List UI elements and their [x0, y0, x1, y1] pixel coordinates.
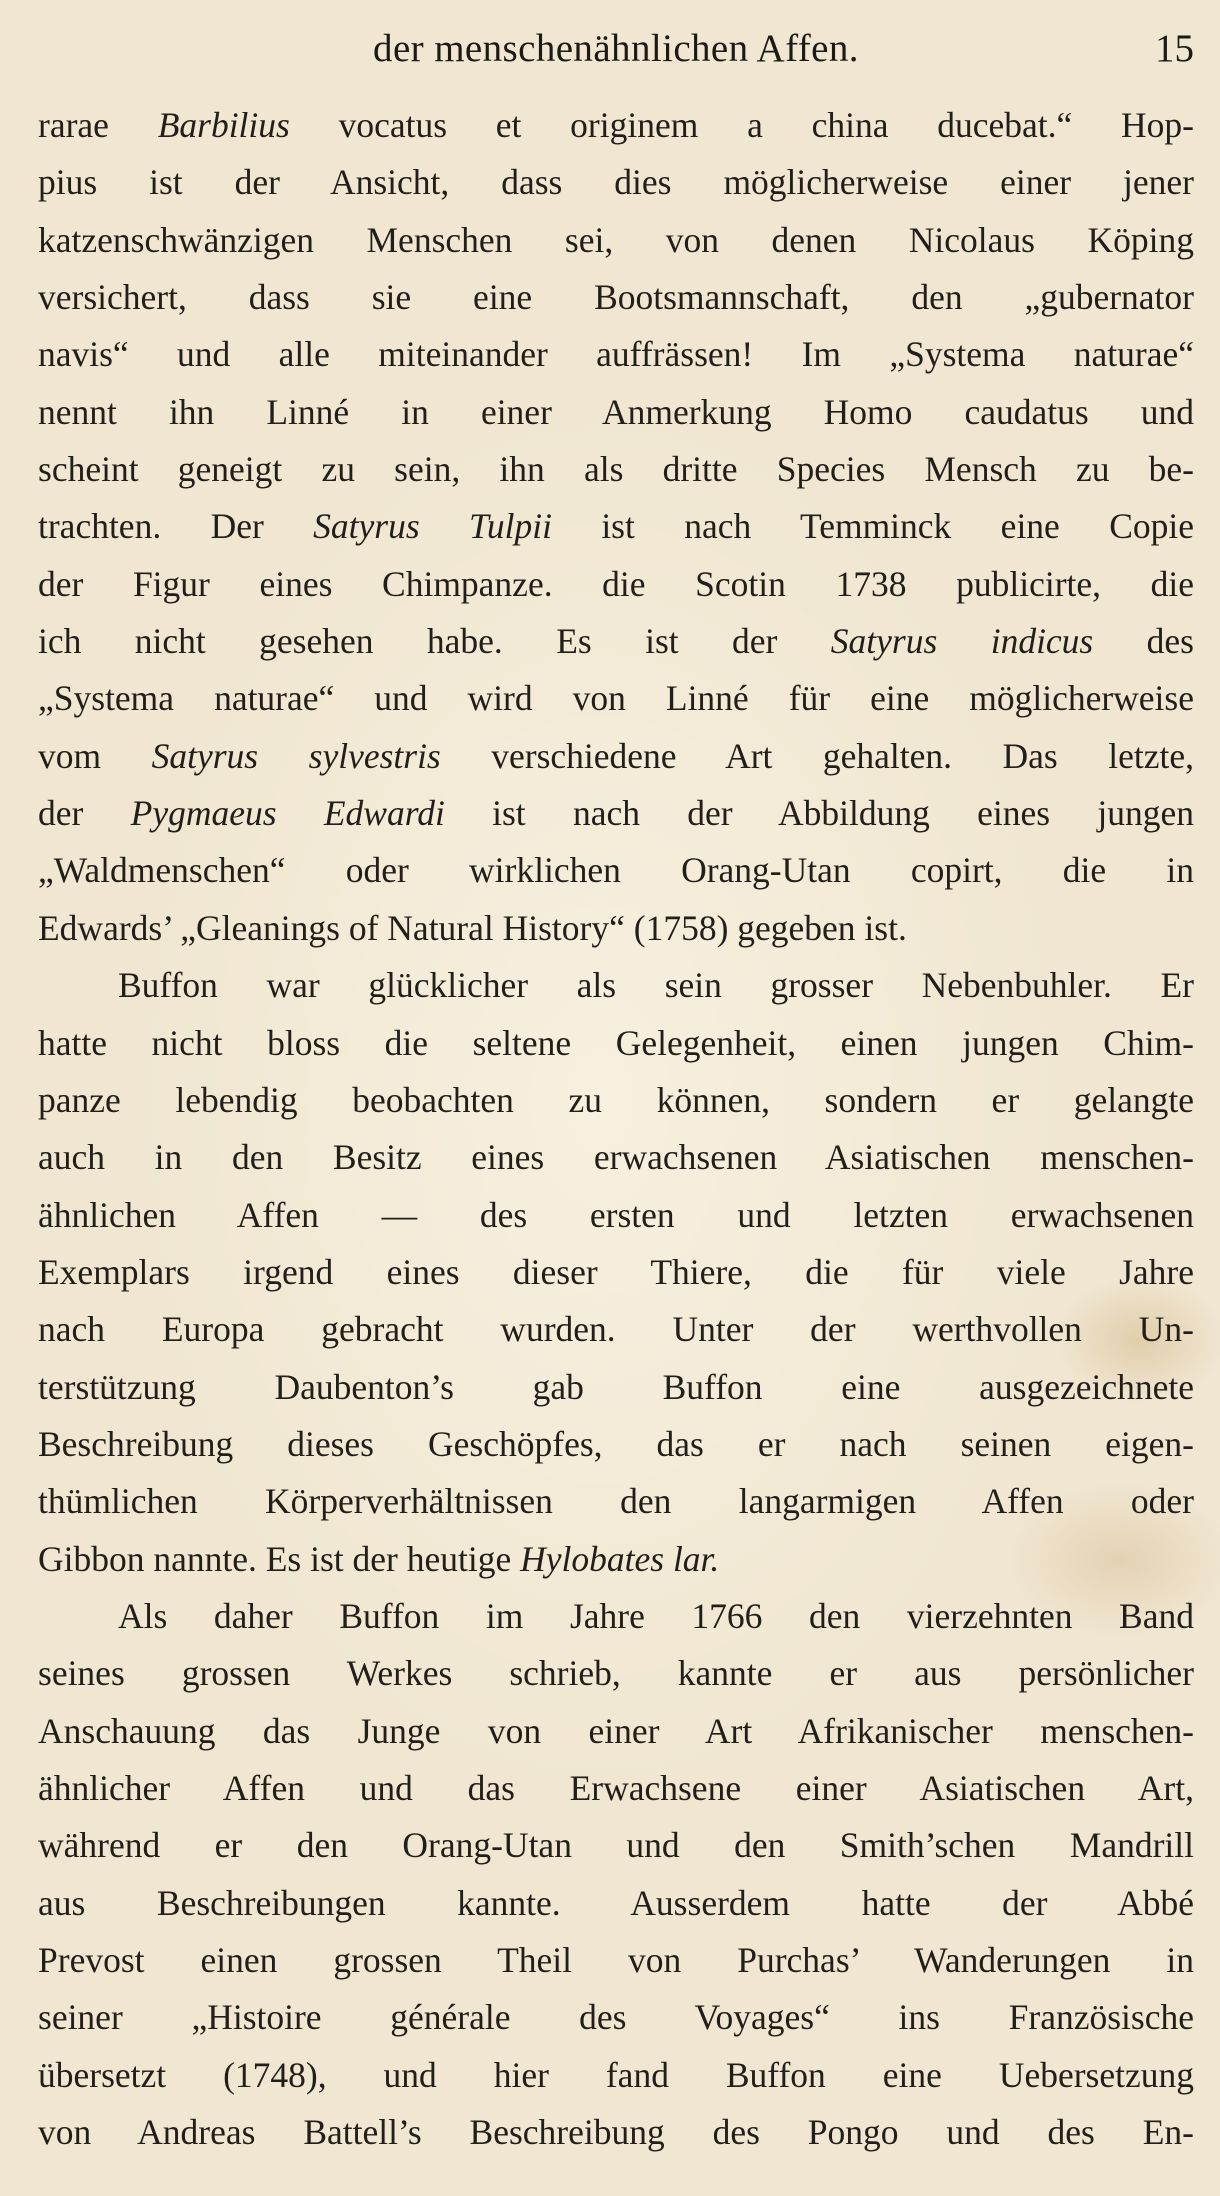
text-line	[38, 154, 1194, 211]
text-segment: navis“ und alle miteinander auffrässen! Im „Systema naturae“	[38, 334, 1194, 375]
text-line	[38, 670, 1194, 727]
text-line	[38, 1473, 1194, 1530]
text-segment: verschiedene Art gehalten. Das letzte,	[440, 735, 1194, 776]
text-line	[38, 97, 1194, 154]
text-line	[38, 269, 1194, 326]
text-segment: Als daher Buffon im Jahre 1766 den vierzehnten Band	[118, 1595, 1194, 1636]
species-name: Satyrus Tulpii	[313, 506, 552, 547]
text-segment: während er den Orang-Utan und den Smith’schen Mandrill	[38, 1825, 1194, 1866]
text-segment: aus Beschreibungen kannte. Ausserdem hatte der Abbé	[38, 1882, 1194, 1923]
running-title: der menschenähnlichen Affen.	[373, 27, 859, 70]
text-segment: ist nach Temminck eine Copie	[551, 506, 1194, 547]
species-name: Pygmaeus Edwardi	[130, 793, 445, 834]
text-line	[38, 384, 1194, 441]
text-line	[38, 1301, 1194, 1358]
text-line	[38, 1015, 1194, 1072]
text-line	[38, 900, 1194, 957]
text-segment: vom	[38, 735, 152, 776]
text-segment: ähnlicher Affen und das Erwachsene einer Asiatischen Art,	[38, 1767, 1194, 1808]
text-segment: Anschauung das Junge von einer Art Afrikanischer menschen-	[38, 1710, 1194, 1751]
text-line	[38, 1817, 1194, 1874]
text-segment: vocatus et originem a china ducebat.“ Hop-	[289, 105, 1194, 145]
text-segment: scheint geneigt zu sein, ihn als dritte Species Mensch zu be-	[38, 449, 1194, 490]
text-segment: nennt ihn Linné in einer Anmerkung Homo caudatus und	[38, 391, 1194, 432]
text-line	[38, 2104, 1194, 2161]
text-line	[38, 1989, 1194, 2046]
text-segment: seines grossen Werkes schrieb, kannte er aus persönlicher	[38, 1653, 1194, 1694]
text-segment: ich nicht gesehen habe. Es ist der	[38, 621, 831, 662]
text-segment: Gibbon nannte. Es ist der heutige	[38, 1538, 521, 1579]
text-segment: übersetzt (1748), und hier fand Buffon eine Uebersetzung	[38, 2054, 1194, 2095]
text-line	[38, 1416, 1194, 1473]
text-segment: pius ist der Ansicht, dass dies möglicherweise einer jener	[38, 162, 1194, 203]
text-segment: Exemplars irgend eines dieser Thiere, die für viele Jahre	[38, 1251, 1194, 1292]
text-segment: versichert, dass sie eine Bootsmannschaft, den „gubernator	[38, 277, 1194, 318]
text-segment: trachten. Der	[38, 506, 314, 547]
text-segment: seiner „Histoire générale des Voyages“ ins Französische	[38, 1997, 1194, 2038]
text-line	[38, 1531, 1194, 1588]
species-name: Hylobates lar.	[520, 1538, 720, 1579]
text-line	[38, 441, 1194, 498]
text-segment: Edwards’ „Gleanings of Natural History“ (1758) gegeben ist.	[38, 907, 907, 948]
text-line	[38, 1244, 1194, 1301]
text-line	[38, 842, 1194, 899]
text-line	[38, 1129, 1194, 1186]
text-line	[38, 326, 1194, 383]
body-text	[38, 97, 1194, 2161]
text-segment: auch in den Besitz eines erwachsenen Asiatischen menschen-	[38, 1137, 1194, 1178]
text-segment: von Andreas Battell’s Beschreibung des Pongo und des En-	[38, 2112, 1194, 2153]
paragraph-start-line	[38, 957, 1194, 1014]
text-line	[38, 613, 1194, 670]
text-segment: der	[38, 793, 131, 834]
text-line	[38, 1875, 1194, 1932]
text-line	[38, 1703, 1194, 1760]
text-line	[38, 1072, 1194, 1129]
text-segment: Buffon war glücklicher als sein grosser Nebenbuhler. Er	[118, 965, 1194, 1006]
text-segment: thümlichen Körperverhältnissen den langarmigen Affen oder	[38, 1481, 1194, 1522]
text-segment: ähnlichen Affen — des ersten und letzten erwachsenen	[38, 1194, 1194, 1235]
text-line	[38, 1359, 1194, 1416]
text-segment: hatte nicht bloss die seltene Gelegenheit, einen jungen Chim-	[38, 1022, 1194, 1063]
text-segment: terstützung Daubenton’s gab Buffon eine ausgezeichnete	[38, 1366, 1194, 1407]
text-line	[38, 1187, 1194, 1244]
text-line	[38, 212, 1194, 269]
text-segment: Beschreibung dieses Geschöpfes, das er nach seinen eigen-	[38, 1423, 1194, 1464]
paragraph-start-line	[38, 1588, 1194, 1645]
text-segment: rarae	[38, 105, 158, 145]
text-line	[38, 728, 1194, 785]
text-line	[38, 1760, 1194, 1817]
text-segment: „Systema naturae“ und wird von Linné für eine möglicherweise	[38, 678, 1194, 719]
text-segment: der Figur eines Chimpanze. die Scotin 1738 publicirte, die	[38, 563, 1194, 604]
text-line	[38, 2047, 1194, 2104]
text-segment: ist nach der Abbildung eines jungen	[444, 793, 1194, 834]
text-segment: des	[1093, 621, 1194, 662]
text-line	[38, 556, 1194, 613]
text-segment: Prevost einen grossen Theil von Purchas’ Wanderungen in	[38, 1940, 1194, 1980]
text-segment: „Waldmenschen“ oder wirklichen Orang-Utan copirt, die in	[38, 850, 1194, 891]
page-number: 15	[1155, 27, 1194, 70]
text-line	[38, 1932, 1194, 1989]
page-header	[38, 26, 1194, 82]
text-line	[38, 1645, 1194, 1702]
text-line	[38, 498, 1194, 555]
text-line	[38, 785, 1194, 842]
species-name: Satyrus sylvestris	[151, 735, 441, 776]
species-name: Satyrus indicus	[830, 621, 1094, 662]
text-segment: katzenschwänzigen Menschen sei, von denen Nicolaus Köping	[38, 219, 1194, 260]
text-segment: nach Europa gebracht wurden. Unter der werthvollen Un-	[38, 1309, 1194, 1350]
species-name: Barbilius	[157, 105, 290, 145]
text-segment: panze lebendig beobachten zu können, sondern er gelangte	[38, 1079, 1194, 1120]
